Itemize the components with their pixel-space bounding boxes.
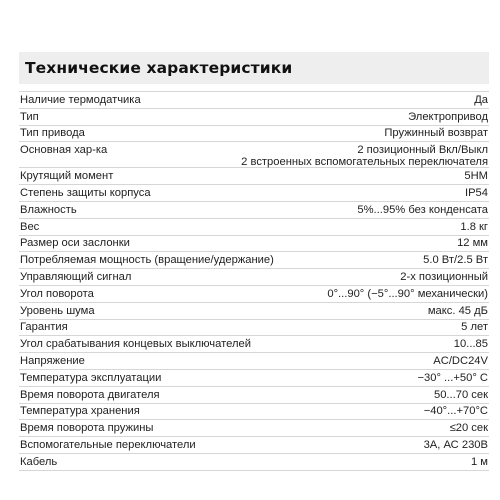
spec-label: Угол срабатывания концевых выключателей bbox=[20, 338, 251, 351]
spec-sheet bbox=[19, 52, 489, 471]
spec-value bbox=[357, 204, 488, 216]
spec-label: Температура хранения bbox=[20, 405, 140, 418]
spec-label: Управляющий сигнал bbox=[20, 271, 132, 284]
spec-value bbox=[474, 94, 488, 106]
spec-value bbox=[400, 271, 488, 283]
spec-row bbox=[19, 370, 489, 387]
spec-value-line: AC/DC24V bbox=[433, 355, 488, 368]
spec-label: Тип bbox=[20, 110, 39, 123]
spec-value bbox=[417, 372, 488, 384]
spec-value bbox=[465, 187, 488, 199]
spec-row bbox=[19, 92, 489, 109]
spec-value bbox=[423, 254, 488, 266]
spec-label: Вспомогательные переключатели bbox=[20, 439, 196, 452]
spec-value-line: 2-х позиционный bbox=[400, 271, 488, 284]
spec-row bbox=[19, 185, 489, 202]
spec-label: Время поворота пружины bbox=[20, 422, 154, 435]
spec-value-line: −30° ...+50° С bbox=[417, 371, 488, 384]
spec-row bbox=[19, 142, 489, 168]
spec-row bbox=[19, 320, 489, 337]
spec-row bbox=[19, 353, 489, 370]
spec-row bbox=[19, 252, 489, 269]
spec-value-line: 5%...95% без конденсата bbox=[357, 203, 488, 216]
spec-value-line: IP54 bbox=[464, 187, 488, 200]
spec-value-line: 5 лет bbox=[461, 321, 488, 334]
spec-row bbox=[19, 236, 489, 253]
spec-table bbox=[19, 91, 489, 471]
spec-label: Время поворота двигателя bbox=[20, 388, 160, 401]
spec-value-line: 5.0 Вт/2.5 Вт bbox=[423, 254, 488, 267]
spec-row bbox=[19, 109, 489, 126]
spec-value bbox=[471, 456, 488, 468]
spec-value bbox=[327, 288, 488, 300]
spec-value-line: 1.8 кг bbox=[460, 220, 488, 233]
spec-label: Степень защиты корпуса bbox=[20, 187, 151, 200]
spec-label: Потребляемая мощность (вращение/удержание) bbox=[20, 254, 274, 267]
spec-value bbox=[433, 355, 488, 367]
spec-value-line: −40°...+70°С bbox=[423, 405, 488, 418]
spec-value bbox=[457, 237, 488, 249]
spec-value bbox=[241, 144, 488, 168]
spec-label: Напряжение bbox=[20, 355, 85, 368]
spec-row bbox=[19, 269, 489, 286]
spec-value-line: 1 м bbox=[470, 455, 488, 468]
spec-label: Температура эксплуатации bbox=[20, 371, 162, 384]
spec-row bbox=[19, 303, 489, 320]
spec-value-line: 0°...90° (−5°...90° механически) bbox=[327, 287, 488, 300]
spec-value-line: 10...85 bbox=[453, 338, 488, 351]
spec-value bbox=[384, 127, 488, 139]
spec-value-line: ≤20 сек bbox=[449, 422, 488, 435]
spec-value bbox=[428, 305, 488, 317]
spec-row bbox=[19, 387, 489, 404]
spec-value bbox=[460, 221, 488, 233]
spec-label: Наличие термодатчика bbox=[20, 93, 141, 106]
spec-row bbox=[19, 454, 489, 471]
spec-value bbox=[424, 405, 488, 417]
spec-row bbox=[19, 420, 489, 437]
spec-label: Вес bbox=[20, 220, 40, 233]
spec-value-line: 2 встроенных вспомогательных переключателя bbox=[241, 156, 488, 169]
spec-value-line: Да bbox=[474, 93, 488, 106]
spec-value bbox=[464, 170, 488, 182]
spec-value bbox=[408, 111, 488, 123]
spec-label: Крутящий момент bbox=[20, 170, 114, 183]
spec-label: Кабель bbox=[20, 455, 58, 468]
spec-label: Влажность bbox=[20, 203, 77, 216]
spec-value-line: 3А, АС 230В bbox=[423, 439, 488, 452]
spec-value bbox=[454, 338, 488, 350]
spec-label: Гарантия bbox=[20, 321, 68, 334]
page-title: Технические характеристики bbox=[25, 59, 293, 77]
spec-row bbox=[19, 219, 489, 236]
spec-value-line: 50...70 сек bbox=[433, 388, 488, 401]
title-bar bbox=[19, 52, 489, 84]
spec-value-line: Электропривод bbox=[408, 110, 488, 123]
spec-row bbox=[19, 202, 489, 219]
spec-value bbox=[434, 389, 488, 401]
spec-row bbox=[19, 126, 489, 143]
spec-label: Уровень шума bbox=[20, 304, 95, 317]
spec-value-line: 2 позиционный Вкл/Выкл bbox=[357, 144, 488, 157]
spec-value bbox=[450, 422, 488, 434]
spec-value-line: макс. 45 дБ bbox=[427, 304, 488, 317]
spec-value bbox=[424, 439, 488, 451]
spec-label: Размер оси заслонки bbox=[20, 237, 130, 250]
spec-row bbox=[19, 286, 489, 303]
spec-value bbox=[461, 321, 488, 333]
spec-value-line: Пружинный возврат bbox=[384, 127, 488, 140]
spec-label: Основная хар-ка bbox=[20, 144, 108, 157]
spec-value-line: 5НМ bbox=[464, 170, 488, 183]
spec-row bbox=[19, 336, 489, 353]
spec-row bbox=[19, 437, 489, 454]
spec-label: Тип привода bbox=[20, 127, 85, 140]
spec-row bbox=[19, 404, 489, 421]
spec-label: Угол поворота bbox=[20, 287, 94, 300]
spec-value-line: 12 мм bbox=[457, 237, 488, 250]
spec-row bbox=[19, 168, 489, 185]
